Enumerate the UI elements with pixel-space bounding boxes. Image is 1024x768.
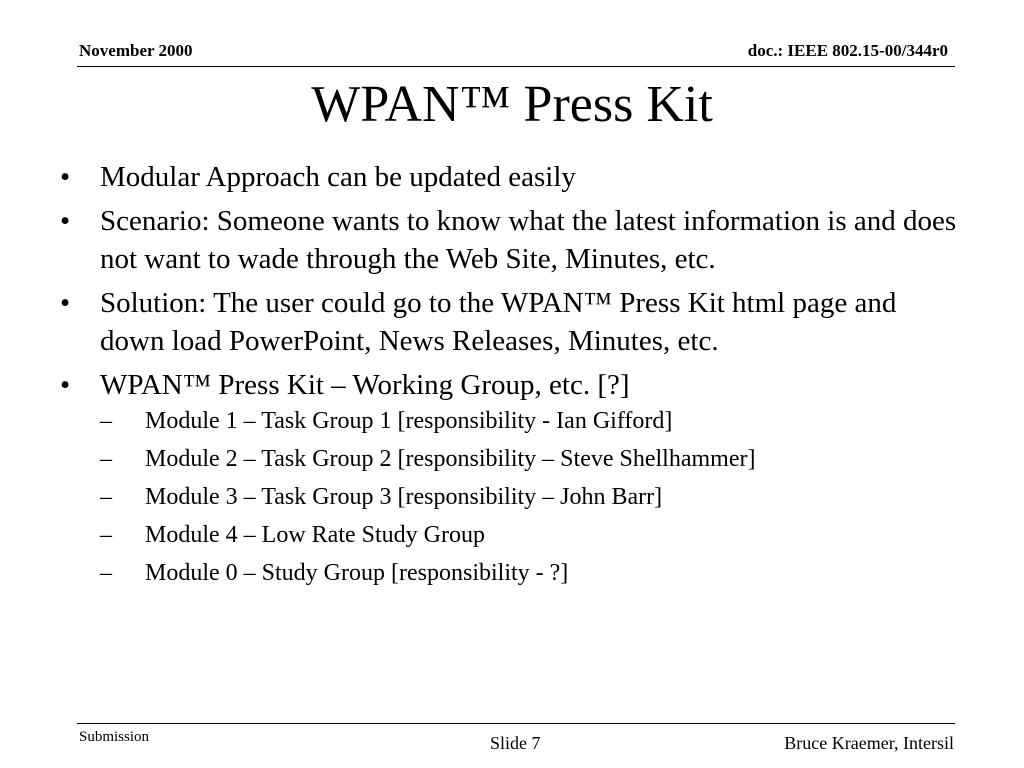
bullet-item bbox=[60, 158, 960, 196]
sub-bullet-marker: – bbox=[100, 560, 112, 586]
sub-bullet-item bbox=[100, 406, 960, 436]
footer-author: Bruce Kraemer, Intersil bbox=[784, 733, 954, 753]
header-date: November 2000 bbox=[79, 41, 193, 60]
sub-bullet-text: Module 0 – Study Group [responsibility - ?] bbox=[145, 560, 569, 586]
bullet-text: Scenario: Someone wants to know what the latest information is and does not want to wade through the Web Site, Minutes, etc. bbox=[100, 205, 957, 275]
bullet-text: Solution: The user could go to the WPAN™ Press Kit html page and down load PowerPoint, News Releases, Minutes, etc. bbox=[100, 287, 897, 357]
bullet-marker: • bbox=[60, 205, 71, 237]
bullet-item bbox=[60, 366, 960, 588]
footer-slide-number: Slide 7 bbox=[490, 733, 541, 753]
sub-bullet-item bbox=[100, 520, 960, 550]
sub-bullet-text: Module 2 – Task Group 2 [responsibility – Steve Shellhammer] bbox=[145, 446, 756, 472]
footer-divider bbox=[77, 723, 955, 724]
header-divider bbox=[77, 66, 955, 67]
bullet-marker: • bbox=[60, 161, 71, 193]
sub-bullet-item bbox=[100, 482, 960, 512]
sub-bullet-marker: – bbox=[100, 446, 112, 472]
sub-bullet-text: Module 3 – Task Group 3 [responsibility – John Barr] bbox=[145, 484, 663, 510]
bullet-list bbox=[60, 158, 960, 596]
footer-submission: Submission bbox=[79, 729, 150, 745]
sub-bullet-marker: – bbox=[100, 522, 112, 548]
sub-bullet-list bbox=[100, 406, 960, 588]
bullet-marker: • bbox=[60, 287, 71, 319]
sub-bullet-marker: – bbox=[100, 408, 112, 434]
sub-bullet-text: Module 4 – Low Rate Study Group bbox=[145, 522, 485, 548]
bullet-marker: • bbox=[60, 369, 71, 401]
bullet-item bbox=[60, 284, 960, 360]
bullet-text: Modular Approach can be updated easily bbox=[100, 161, 576, 193]
slide-title: WPAN™ Press Kit bbox=[311, 76, 713, 133]
bullet-item bbox=[60, 202, 960, 278]
sub-bullet-item bbox=[100, 444, 960, 474]
sub-bullet-item bbox=[100, 558, 960, 588]
bullet-text: WPAN™ Press Kit – Working Group, etc. [?] bbox=[100, 369, 630, 401]
header-doc-id: doc.: IEEE 802.15-00/344r0 bbox=[747, 41, 948, 60]
sub-bullet-marker: – bbox=[100, 484, 112, 510]
sub-bullet-text: Module 1 – Task Group 1 [responsibility - Ian Gifford] bbox=[145, 408, 673, 434]
